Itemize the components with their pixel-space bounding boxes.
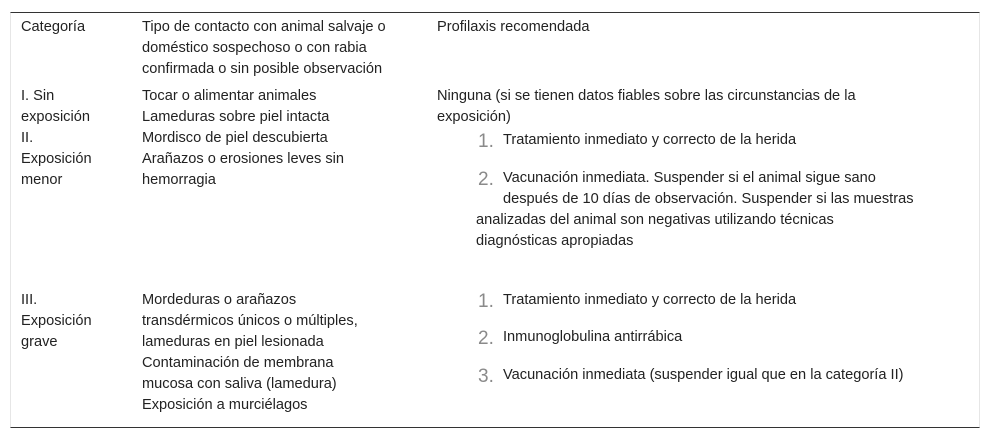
row-3-contact-line-2: transdérmicos únicos o múltiples, <box>142 313 358 329</box>
row-2-contact-line-3: hemorragia <box>142 172 216 188</box>
row-3-item-1-marker: 1. <box>478 291 494 312</box>
header-tipo-contacto <box>142 17 412 80</box>
row-2-item-2-marker: 2. <box>478 169 494 190</box>
row-3-contact-line-5: mucosa con saliva (lamedura) <box>142 376 337 392</box>
row-1-prophylaxis-line-1: Ninguna (si se tienen datos fiables sobre las circunstancias de la <box>437 88 856 104</box>
row-2-item-2-line-3: analizadas del animal son negativas utilizando técnicas <box>476 212 834 228</box>
row-3-contact-line-1: Mordeduras o arañazos <box>142 292 297 308</box>
row-2-category-line-1: II. <box>21 130 34 146</box>
row-2-contact-line-1: Mordisco de piel descubierta <box>142 130 328 146</box>
row-3-item-2-marker: 2. <box>478 328 494 349</box>
row-3-category-line-3: grave <box>21 334 58 350</box>
row-3-contact-line-3: lameduras en piel lesionada <box>142 334 324 350</box>
header-profilaxis <box>437 17 967 38</box>
row-3-contact-line-6: Exposición a murciélagos <box>142 397 308 413</box>
row-2-item-1-marker: 1. <box>478 131 494 152</box>
row-1-category <box>21 86 131 128</box>
row-1-category-line-2: exposición <box>21 109 90 125</box>
row-1-contact-line-1: Tocar o alimentar animales <box>142 88 317 104</box>
row-3-category-line-2: Exposición <box>21 313 92 329</box>
row-1-contact <box>142 86 412 128</box>
row-2-contact-line-2: Arañazos o erosiones leves sin <box>142 151 344 167</box>
row-3-item-3-text: Vacunación inmediata (suspender igual que en la categoría II) <box>503 367 904 383</box>
row-3-category <box>21 290 131 353</box>
header-profilaxis-text: Profilaxis recomendada <box>437 19 590 35</box>
row-1-prophylaxis <box>437 86 967 128</box>
row-3-item-1-text: Tratamiento inmediato y correcto de la herida <box>503 292 797 308</box>
row-3-item-2-text: Inmunoglobulina antirrábica <box>503 329 683 345</box>
row-2-contact <box>142 128 412 191</box>
row-1-contact-line-2: Lameduras sobre piel intacta <box>142 109 330 125</box>
row-2-category-line-2: Exposición <box>21 151 92 167</box>
row-3-contact <box>142 290 412 416</box>
header-tipo-line-3: confirmada o sin posible observación <box>142 61 383 77</box>
row-2-item-1-text: Tratamiento inmediato y correcto de la herida <box>503 132 797 148</box>
row-2-item-2-line-2: después de 10 días de observación. Suspender si las muestras <box>503 191 914 207</box>
row-2-item-2-line-4: diagnósticas apropiadas <box>476 233 634 249</box>
row-2-item-2-line-1: Vacunación inmediata. Suspender si el animal sigue sano <box>503 170 876 186</box>
header-tipo-line-1: Tipo de contacto con animal salvaje o <box>142 19 386 35</box>
row-1-category-line-1: I. Sin <box>21 88 55 104</box>
header-tipo-line-2: doméstico sospechoso o con rabia <box>142 40 367 56</box>
row-3-category-line-1: III. <box>21 292 38 308</box>
header-categoria-text: Categoría <box>21 19 86 35</box>
header-categoria <box>21 17 131 38</box>
row-2-category <box>21 128 131 191</box>
row-1-prophylaxis-line-2: exposición) <box>437 109 511 125</box>
row-2-category-line-3: menor <box>21 172 63 188</box>
row-3-contact-line-4: Contaminación de membrana <box>142 355 334 371</box>
row-3-item-3-marker: 3. <box>478 366 494 387</box>
